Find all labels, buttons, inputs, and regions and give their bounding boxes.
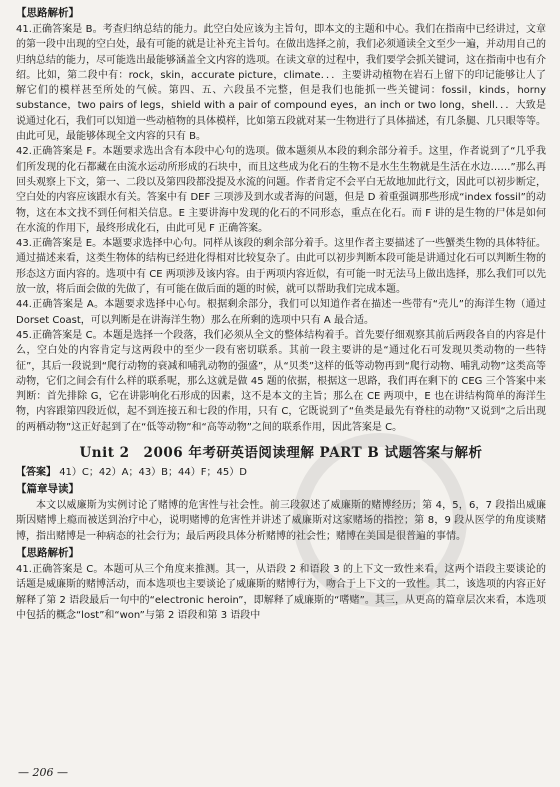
answer-43 [16, 236, 546, 297]
answer-number: 43. [16, 238, 32, 250]
answer-41 [16, 22, 546, 144]
answer-text: 正确答案是 A。本题要求选择中心句。根据剩余部分，我们可以知道作者在描述一些带有“壳儿”的海洋生物（通过 Dorset Coast，可以判断是在讲海洋生物）那么在所剩的选项中只有 A 最合适。 [16, 299, 546, 326]
answer-44 [16, 297, 546, 328]
answer-45 [16, 328, 546, 435]
answer-key-label: 【答案】 [16, 467, 56, 479]
unit-title: Unit 2 2006 年考研英语阅读理解 PART B 试题答案与解析 [79, 445, 483, 462]
section-tag-intro: 【篇章导读】 [16, 483, 79, 496]
page-number: — 206 — [18, 766, 68, 779]
answer-key-values: 41）C；42）A；43）B；44）F；45）D [59, 467, 247, 479]
answer-text: 正确答案是 C。本题是选择一个段落，我们必须从全文的整体结构着手。首先要仔细观察其前后两段各自的内容是什么，空白处的内容肯定与这两段中的至少一段有密切联系。其前一段主要讲的是“通过化石可发现贝类动物的一些特征”，其后一段说到“爬行动物的衰减和哺乳动物的强盛”，从“贝类”这样的低等动物再到“爬行动物、哺乳动物”这类高等动物，它们之间会有什么样的联系呢，那么这就是做 45 题的依据，根据这一思路，我们再在剩下的 CEG 三个答案中来判断：首先排除 G，它在讲影响化石形成的因素，这不是本文的主旨；那么在 CE 两项中，E 也在讲结构简单的海洋生物，内容跟第四段近似，起不到连接五和七段的作用，只有 C，它既说到了“鱼类是最先有脊柱的动物”又说到“之后出现的两栖动物”这正好起到了在“低等动物”和“高等动物”之间的联系作用，因此答案是 C。 [16, 329, 546, 433]
answer-text: 正确答案是 B。考查归纳总结的能力。此空白处应该为主旨句，即本文的主题和中心。我们在指南中已经讲过，文章的第一段中出现的空白处，最有可能的就是让补充主旨句。在做出选择之前，我们必须通读全文至少一遍，并动用自己的归纳总结的能力，尽可能选出最能够涵盖全文内容的选项。在读文章的过程中，我们要学会抓关键词，这在指南中也有介绍。比如，第二段中有：rock，skin，accurate picture，climate．．．主要讲动植物在岩石上留下的印记能够让人了解它们的模样甚至所处的气候。第四、五、六段虽不完整，但是我们也能抓一些关键词：fossil，kinds，horny substance，two pairs of legs，shield with a pair of compound eyes，an inch or two long，shell．．．大致是说通过化石，我们可以知道一些动植物的具体模样，比如第五段就对某一生物进行了具体描述，有几条腿、几只眼等等。由此可见，最能够体现全文内容的只有 B。 [16, 24, 546, 143]
answer-number: 41. [16, 24, 32, 35]
answer-number: 45. [16, 329, 32, 341]
answer-42 [16, 144, 546, 236]
page-content [16, 4, 546, 623]
intro-text: 本文以威廉斯为实例讨论了赌博的危害性与社会性。前三段叙述了威廉斯的赌博经历；第 4，5，6，7 段指出威廉斯因赌博上瘾而被送到治疗中心，说明赌博的危害性并讲述了威廉斯对这家赌场的指控；第 8，9 段从医学的角度谈赌博，指出赌博是一种病态的社会行为；最后两段具体分析赌博的社会性；赌博在美国是很普遍的事情。 [16, 500, 546, 542]
answer-text: 正确答案是 F。本题要求选出含有本段中心句的选项。做本题须从本段的剩余部分着手。这里，作者说到了“几乎我们所发现的化石都藏在由流水运动所形成的石块中，而且这些成为化石的生物不是水生生物就是生活在水边……”那么再回头观察上下文，第一、二段以及第四段都没提及水流的问题。作者肯定不会平白无故地加此行文，因此可以初步断定，空白处的内容应该跟水有关。答案中有 DEF 三项涉及到水或者海的问题，但是 D 着重强调那些形成“index fossil”的动物，这在本文找不到任何相关信息。E 主要讲海中发现的化石的不同形态，重点在化石。而 F 讲的是生物的尸体是如何在水流的作用下，最终形成化石，由此可见 F 正确答案。 [16, 146, 546, 234]
answer-text: 正确答案是 C。本题可从三个角度来推测。其一，从语段 2 和语段 3 的上下文一致性来看，这两个语段主要谈论的话题是威廉斯的赌博活动，而本选项也主要谈论了威廉斯的赌博行为，吻合于上下文的一致性。其二，该选项的内容正好解释了第 2 语段最后一句中的“electronic heroin”，即解释了威廉斯的“嗜赌”。其三，从更高的篇章层次来看，本选项中包括的概念“lost”和“won”与第 2 语段和第 3 语段中 [16, 563, 546, 621]
answer-41-unit2 [16, 562, 546, 623]
answer-text: 正确答案是 E。本题要求选择中心句。同样从该段的剩余部分着手。这里作者主要描述了一些蟹类生物的具体特征。通过描述来看，这类生物体的结构已经进化得相对比较复杂了。由此可以初步判断本段可能是讲通过化石可以判断生物的形态这方面内容的。选项中有 CE 两项涉及该内容。由于两项内容近似，有可能一时无法马上做出选择，那么我们可以先放一放，将后面会做的先做了，有可能在做后面的题的时候，就可以帮助我们完成本题。 [16, 238, 546, 296]
answer-number: 42. [16, 146, 32, 158]
answer-number: 44. [16, 299, 32, 311]
answer-key [16, 465, 546, 480]
section-tag-analysis-2: 【思路解析】 [16, 546, 79, 559]
answer-number: 41. [16, 563, 32, 575]
section-tag-analysis: 【思路解析】 [16, 7, 79, 19]
